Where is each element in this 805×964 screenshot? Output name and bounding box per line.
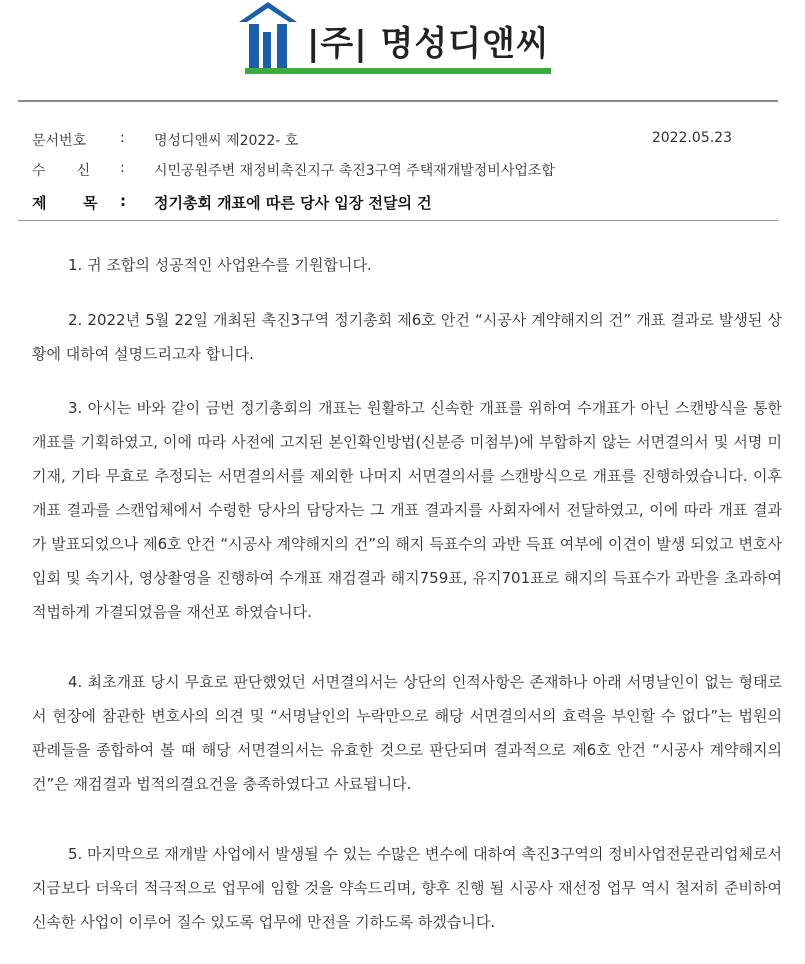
recipient-label: 수 신	[32, 163, 91, 179]
subject-colon: :	[120, 192, 126, 210]
recipient-value: 시민공원주변 재정비촉진지구 촉진3구역 주택재개발정비사업조합	[154, 163, 555, 179]
subject-divider	[18, 220, 778, 221]
doc-date: 2022.05.23	[651, 130, 732, 146]
subject-label: 제 목	[32, 194, 98, 212]
paragraph-5: 5. 마지막으로 재개발 사업에서 발생될 수 있는 수많은 변수에 대하여 촉진3구역의 정비사업전문관리업체로서 지금보다 더욱더 적극적으로 업무에 임할 것을 약속드리며, 향후 진행 될 시공사 재선정 업무 역시 철저히 준비하여 신속한 사업이 이루어 질수 있도록 업무에 만전을 기하도록 하겠습니다.	[32, 845, 782, 931]
doc-number-value: 명성디앤씨 제2022- 호	[154, 133, 299, 149]
company-name: |주| 명성디앤씨	[307, 24, 550, 64]
doc-number-colon: :	[120, 130, 125, 146]
header-divider	[18, 100, 778, 102]
paragraph-3: 3. 아시는 바와 같이 금번 정기총회의 개표는 원활하고 신속한 개표를 위하여 수개표가 아닌 스캔방식을 통한 개표를 기획하였고, 이에 따라 사전에 고지된 본인확인방법(신분증 미첨부)에 부합하지 않는 서면결의서 및 서명 미기재, 기타 무효로 추정되는 서면결의서를 제외한 나머지 서면결의서를 스캔방식으로 개표를 진행하였습니다. 이후 개표 결과를 스캔업체에서 수령한 당사의 담당자는 그 개표 결과지를 사회자에서 전달하였고, 이에 따라 개표 결과가 발표되었으나 제6호 안건 “시공사 계약해지의 건”의 해지 득표수의 과반 득표 여부에 이견이 발생 되었고 변호사 입회 및 속기사, 영상촬영을 진행하여 수개표 재검결과 해지759표, 유지701표로 해지의 득표수가 과반을 초과하여 적법하게 가결되었음을 재선포 하였습니다.	[32, 399, 782, 621]
recipient-colon: :	[120, 160, 125, 176]
doc-number-label: 문서번호	[32, 133, 87, 149]
paragraph-2: 2. 2022년 5월 22일 개최된 촉진3구역 정기총회 제6호 안건 “시공사 계약해지의 건” 개표 결과로 발생된 상황에 대하여 설명드리고자 합니다.	[32, 311, 782, 363]
paragraph-4: 4. 최초개표 당시 무효로 판단했었던 서면결의서는 상단의 인적사항은 존재하나 아래 서명날인이 없는 형태로서 현장에 참관한 변호사의 의견 및 “서명날인의 누락만으로 해당 서면결의서의 효력을 부인할 수 없다”는 법원의 판례들을 종합하여 볼 때 해당 서면결의서는 유효한 것으로 판단되며 결과적으로 제6호 안건 “시공사 계약해지의 건”은 재검결과 법적의결요건을 충족하였다고 사료됩니다.	[32, 673, 782, 793]
subject-value: 정기총회 개표에 따른 당사 입장 전달의 건	[154, 194, 432, 212]
paragraph-1: 1. 귀 조합의 성공적인 사업완수를 기원합니다.	[68, 256, 372, 274]
company-logo	[237, 0, 567, 82]
